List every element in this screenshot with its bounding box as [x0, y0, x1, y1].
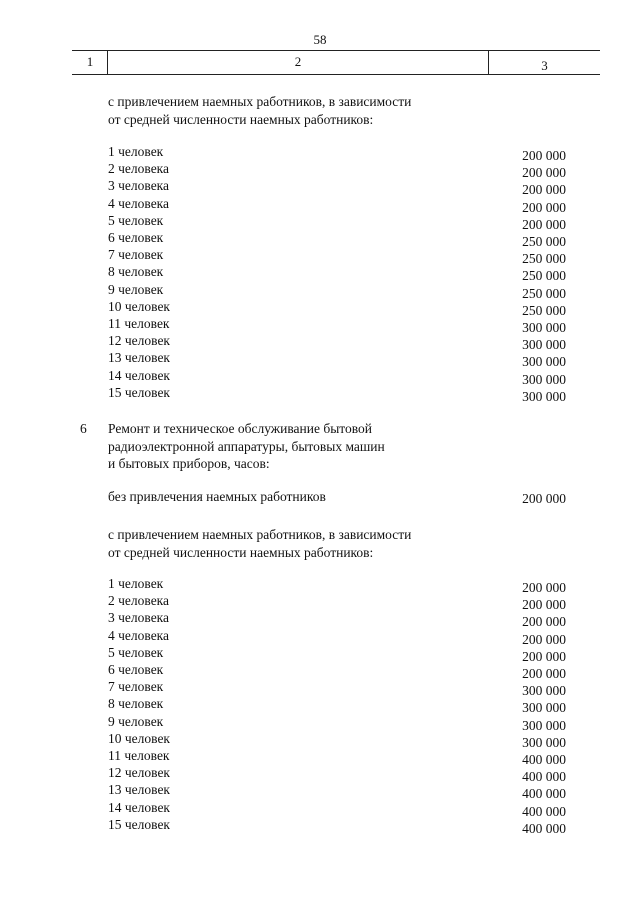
row-value: 200 000 — [522, 597, 566, 613]
row-value: 200 000 — [522, 148, 566, 163]
row-value: 300 000 — [522, 371, 566, 387]
row-value: 400 000 — [522, 752, 566, 767]
row-value: 250 000 — [522, 285, 566, 301]
row-value: 200 000 — [522, 182, 566, 198]
header-col-1: 1 — [86, 54, 94, 69]
row-value: 300 000 — [522, 320, 566, 335]
row-value: 250 000 — [522, 268, 566, 284]
row-value: 300 000 — [522, 734, 566, 750]
row-value: 400 000 — [522, 769, 566, 785]
row-label: 15 человек — [108, 384, 170, 400]
intro-line: с привлечением наемных работников, в зависимости — [108, 94, 412, 109]
row-value: 300 000 — [522, 683, 566, 699]
row-label: 13 человек — [108, 782, 170, 798]
row-label: 15 человек — [108, 816, 170, 832]
row-value: 300 000 — [522, 700, 566, 716]
row-value: 200 000 — [522, 199, 566, 215]
row-label: 4 человека — [108, 627, 170, 643]
row-label: 1 человек — [108, 144, 164, 159]
row-label: 13 человек — [108, 350, 170, 366]
item-title-line: радиоэлектронной аппаратуры, бытовых машин — [108, 438, 385, 454]
row-value: 400 000 — [522, 803, 566, 819]
row-label: 12 человек — [108, 333, 170, 349]
row-label: 9 человек — [108, 713, 164, 729]
row-value: 200 000 — [522, 580, 566, 595]
row-label: 6 человек — [108, 230, 164, 245]
without-workers-value: 200 000 — [522, 491, 566, 506]
row-label: 2 человека — [108, 593, 170, 609]
row-value: 400 000 — [522, 820, 566, 836]
row-label: 11 человек — [108, 748, 170, 763]
row-label: 3 человека — [108, 178, 170, 194]
row-label: 3 человека — [108, 610, 170, 626]
row-value: 300 000 — [522, 354, 566, 370]
row-label: 12 человек — [108, 765, 170, 781]
row-value: 250 000 — [522, 302, 566, 318]
row-value: 250 000 — [522, 251, 566, 267]
header-col-3: 3 — [541, 58, 548, 73]
row-label: 8 человек — [108, 696, 164, 712]
header-bottom-rule — [72, 74, 600, 75]
row-label: 7 человек — [108, 679, 164, 695]
row-value: 400 000 — [522, 786, 566, 802]
page-number: 58 — [313, 32, 327, 47]
row-label: 11 человек — [108, 316, 170, 331]
row-value: 300 000 — [522, 337, 566, 353]
row-label: 14 человек — [108, 367, 170, 383]
row-label: 1 человек — [108, 576, 164, 591]
row-label: 4 человека — [108, 195, 170, 211]
row-value: 300 000 — [522, 388, 566, 404]
item-number: 6 — [80, 421, 87, 436]
row-value: 200 000 — [522, 165, 566, 181]
row-value: 200 000 — [522, 216, 566, 232]
row-label: 2 человека — [108, 161, 170, 177]
row-value: 300 000 — [522, 717, 566, 733]
row-value: 200 000 — [522, 631, 566, 647]
row-label: 14 человек — [108, 799, 170, 815]
intro-line: с привлечением наемных работников, в зависимости — [108, 527, 412, 542]
row-label: 8 человек — [108, 264, 164, 280]
item-title-line: Ремонт и техническое обслуживание бытовой — [108, 421, 373, 436]
header-top-rule — [72, 50, 600, 51]
row-label: 10 человек — [108, 298, 170, 314]
row-label: 7 человек — [108, 247, 164, 263]
row-label: 6 человек — [108, 662, 164, 677]
without-workers-label: без привлечения наемных работников — [108, 489, 326, 504]
row-value: 250 000 — [522, 234, 566, 249]
row-label: 10 человек — [108, 730, 170, 746]
row-value: 200 000 — [522, 666, 566, 681]
row-label: 5 человек — [108, 212, 164, 228]
row-value: 200 000 — [522, 614, 566, 630]
intro-line: от средней численности наемных работников: — [108, 544, 374, 560]
row-label: 9 человек — [108, 281, 164, 297]
intro-line: от средней численности наемных работников: — [108, 111, 374, 127]
row-label: 5 человек — [108, 644, 164, 660]
item-title-line: и бытовых приборов, часов: — [108, 456, 270, 471]
header-col-2: 2 — [294, 54, 302, 69]
row-value: 200 000 — [522, 648, 566, 664]
